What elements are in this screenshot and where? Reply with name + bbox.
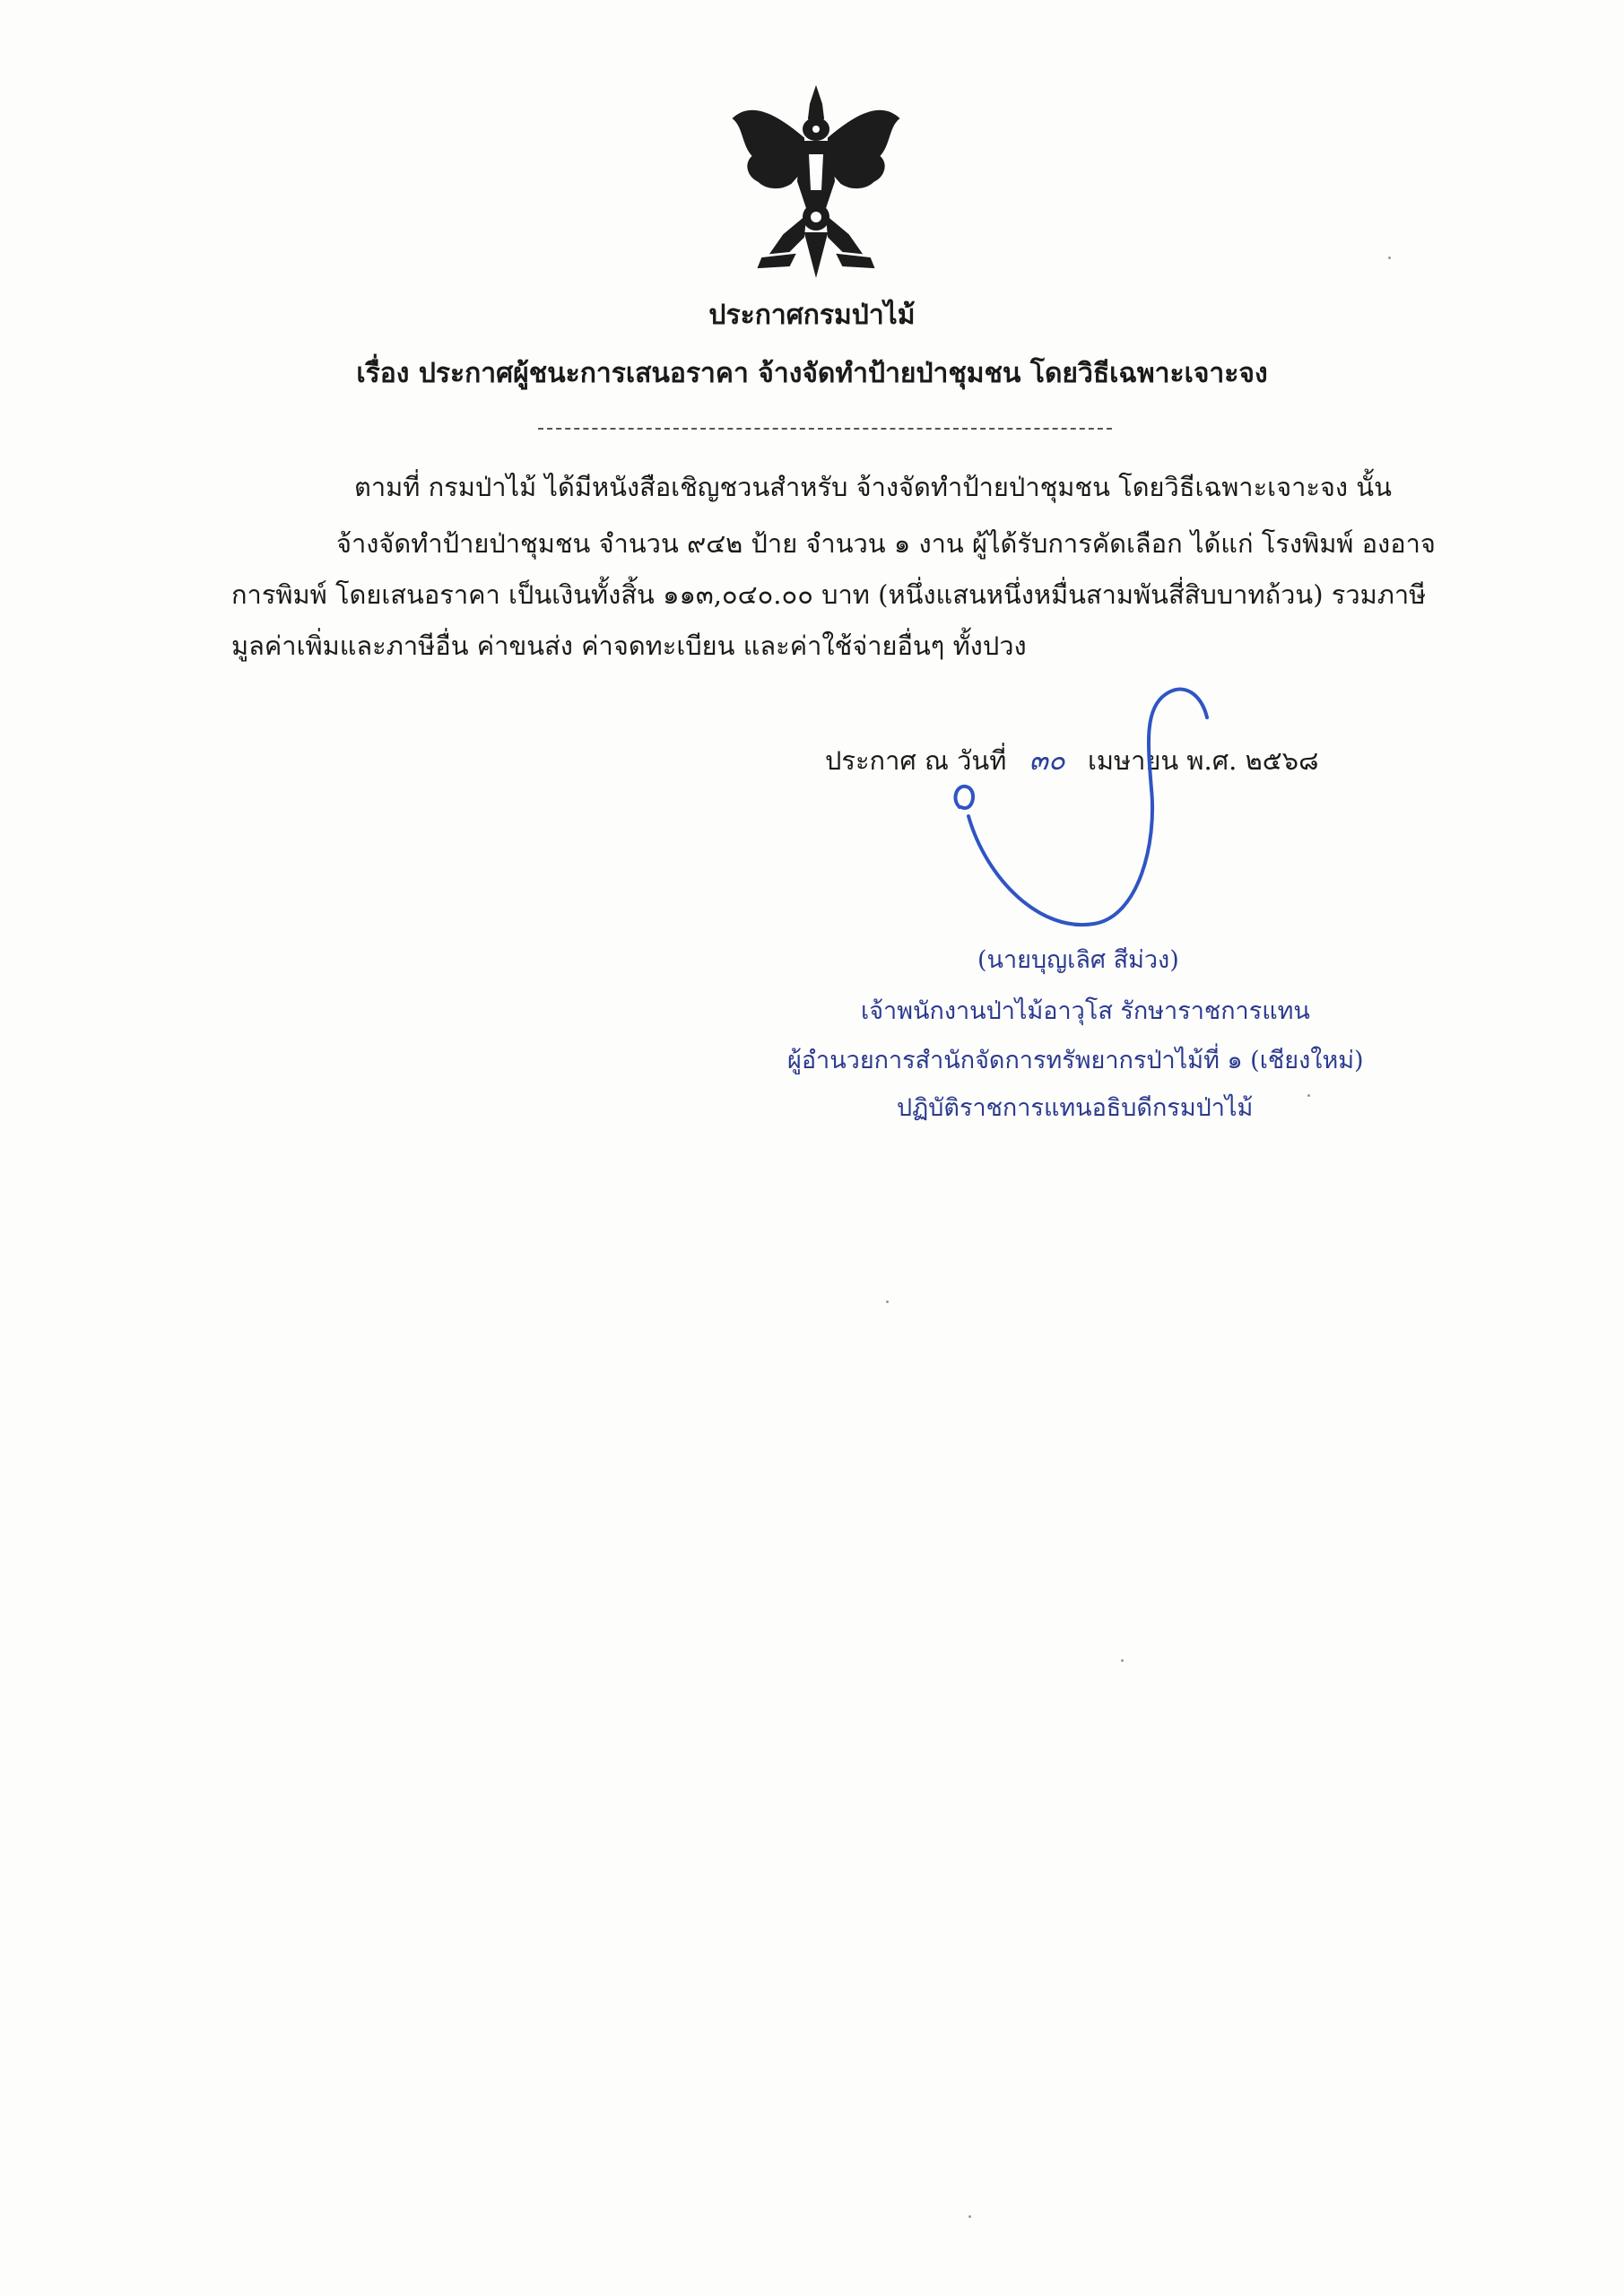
date-prefix: ประกาศ ณ วันที่: [825, 745, 1007, 776]
scan-speck: [968, 2215, 971, 2218]
scan-speck: [1307, 1094, 1310, 1097]
announcement-subject: เรื่อง ประกาศผู้ชนะการเสนอราคา จ้างจัดทำป้ายป่าชุมชน โดยวิธีเฉพาะเจาะจง: [356, 358, 1268, 389]
signatory-position: เจ้าพนักงานป่าไม้อาวุโส รักษาราชการแทน: [861, 997, 1310, 1025]
garuda-emblem-icon: [726, 83, 906, 282]
page-title: ประกาศกรมป่าไม้: [708, 300, 916, 331]
body-line-3: การพิมพ์ โดยเสนอราคา เป็นเงินทั้งสิ้น ๑๑๓,๐๔๐.๐๐ บาท (หนึ่งแสนหนึ่งหมื่นสามพันสี่สิบบาทถ้วน) รวมภาษี: [231, 579, 1427, 610]
scan-speck: [1121, 1659, 1124, 1662]
body-line-2: จ้างจัดทำป้ายป่าชุมชน จำนวน ๙๔๒ ป้าย จำนวน ๑ งาน ผู้ได้รับการคัดเลือก ได้แก่ โรงพิมพ์ องอาจ: [336, 528, 1436, 559]
body-line-1: ตามที่ กรมป่าไม้ ได้มีหนังสือเชิญชวนสำหรับ จ้างจัดทำป้ายป่าชุมชน โดยวิธีเฉพาะเจาะจง นั้น: [354, 472, 1392, 502]
date-day-handwritten: ๓๐: [1029, 744, 1065, 777]
divider: [538, 428, 1112, 430]
signatory-name: (นายบุญเลิศ สีม่วง): [977, 946, 1179, 974]
body-line-4: มูลค่าเพิ่มและภาษีอื่น ค่าขนส่ง ค่าจดทะเบียน และค่าใช้จ่ายอื่นๆ ทั้งปวง: [231, 631, 1027, 661]
signatory-acting: ปฏิบัติราชการแทนอธิบดีกรมป่าไม้: [897, 1094, 1254, 1122]
scan-speck: [1388, 257, 1391, 259]
date-suffix: เมษายน พ.ศ. ๒๕๖๘: [1087, 745, 1319, 776]
scan-speck: [886, 1300, 889, 1303]
signature-icon: [933, 682, 1220, 951]
signatory-office: ผู้อำนวยการสำนักจัดการทรัพยากรป่าไม้ที่ ๑ (เชียงใหม่): [787, 1047, 1364, 1074]
